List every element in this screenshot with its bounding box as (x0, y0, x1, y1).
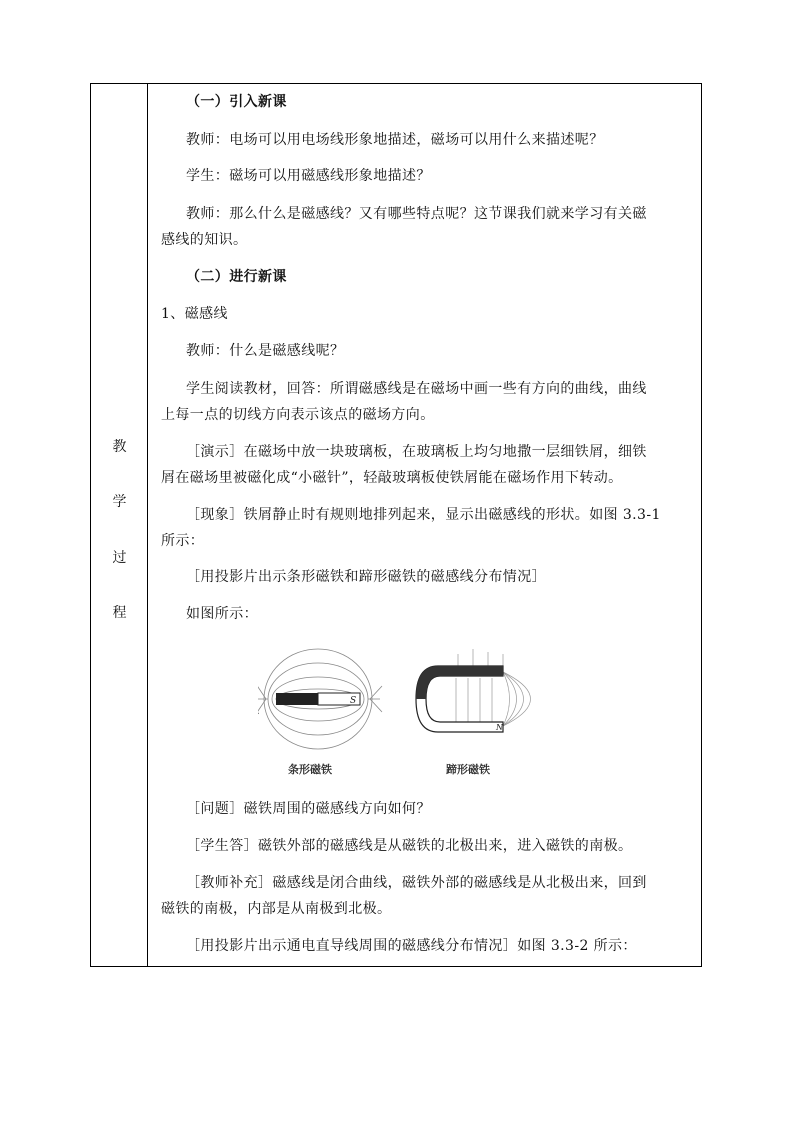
section-heading: （一）引入新课 (186, 94, 287, 110)
bar-magnet-north (276, 693, 318, 705)
paragraph-continued: 所示： (161, 533, 205, 549)
lesson-content (148, 84, 701, 966)
lesson-table (90, 83, 702, 967)
paragraph-continued: 上每一点的切线方向表示该点的磁场方向。 (161, 407, 435, 423)
paragraph: 教师：那么什么是磁感线？又有哪些特点呢？这节课我们就来学习有关磁 (186, 206, 647, 222)
bar-pole-label: S (350, 696, 357, 706)
paragraph-continued: 磁铁的南极，内部是从南极到北极。 (161, 901, 392, 917)
horseshoe-pole-label: N (496, 723, 503, 732)
horseshoe-field-lines (456, 649, 531, 726)
paragraph: ［用投影片出示通电直导线周围的磁感线分布情况］如图 3.3-2 所示： (186, 938, 637, 954)
paragraph: ［现象］铁屑静止时有规则地排列起来，显示出磁感线的形状。如图 3.3-1 (186, 507, 661, 523)
side-label-char: 程 (112, 605, 127, 621)
side-label-char: 过 (112, 550, 127, 566)
paragraph: 学生：磁场可以用磁感线形象地描述？ (186, 168, 431, 184)
side-label-char: 学 (112, 494, 127, 510)
paragraph: ［教师补充］磁感线是闭合曲线，磁铁外部的磁感线是从北极出来，回到 (186, 875, 647, 891)
paragraph: ［演示］在磁场中放一块玻璃板，在玻璃板上均匀地撒一层细铁屑，细铁 (186, 444, 647, 460)
subsection-heading: 1、磁感线 (161, 306, 228, 322)
side-label-column (91, 84, 148, 966)
paragraph: 教师：什么是磁感线呢？ (186, 343, 345, 359)
magnet-field-figure (258, 644, 558, 779)
bar-magnet-caption: 条形磁铁 (288, 763, 332, 776)
paragraph: ［用投影片出示条形磁铁和蹄形磁铁的磁感线分布情况］ (186, 569, 546, 585)
magnet-field-diagram (258, 644, 558, 779)
paragraph: 学生阅读教材，回答：所谓磁感线是在磁场中画一些有方向的曲线，曲线 (186, 381, 647, 397)
paragraph-continued: 感线的知识。 (161, 232, 248, 248)
paragraph: ［学生答］磁铁外部的磁感线是从磁铁的北极出来，进入磁铁的南极。 (186, 838, 633, 854)
section-heading: （二）进行新课 (186, 269, 287, 285)
paragraph: 教师：电场可以用电场线形象地描述，磁场可以用什么来描述呢？ (186, 132, 604, 148)
paragraph-continued: 屑在磁场里被磁化成“小磁针”，轻敲玻璃板使铁屑能在磁场作用下转动。 (161, 470, 623, 486)
horseshoe-magnet-caption: 蹄形磁铁 (446, 763, 490, 776)
paragraph: ［问题］磁铁周围的磁感线方向如何？ (186, 801, 431, 817)
horseshoe-north (416, 666, 503, 699)
paragraph: 如图所示： (186, 606, 258, 622)
side-label-char: 教 (112, 439, 127, 455)
